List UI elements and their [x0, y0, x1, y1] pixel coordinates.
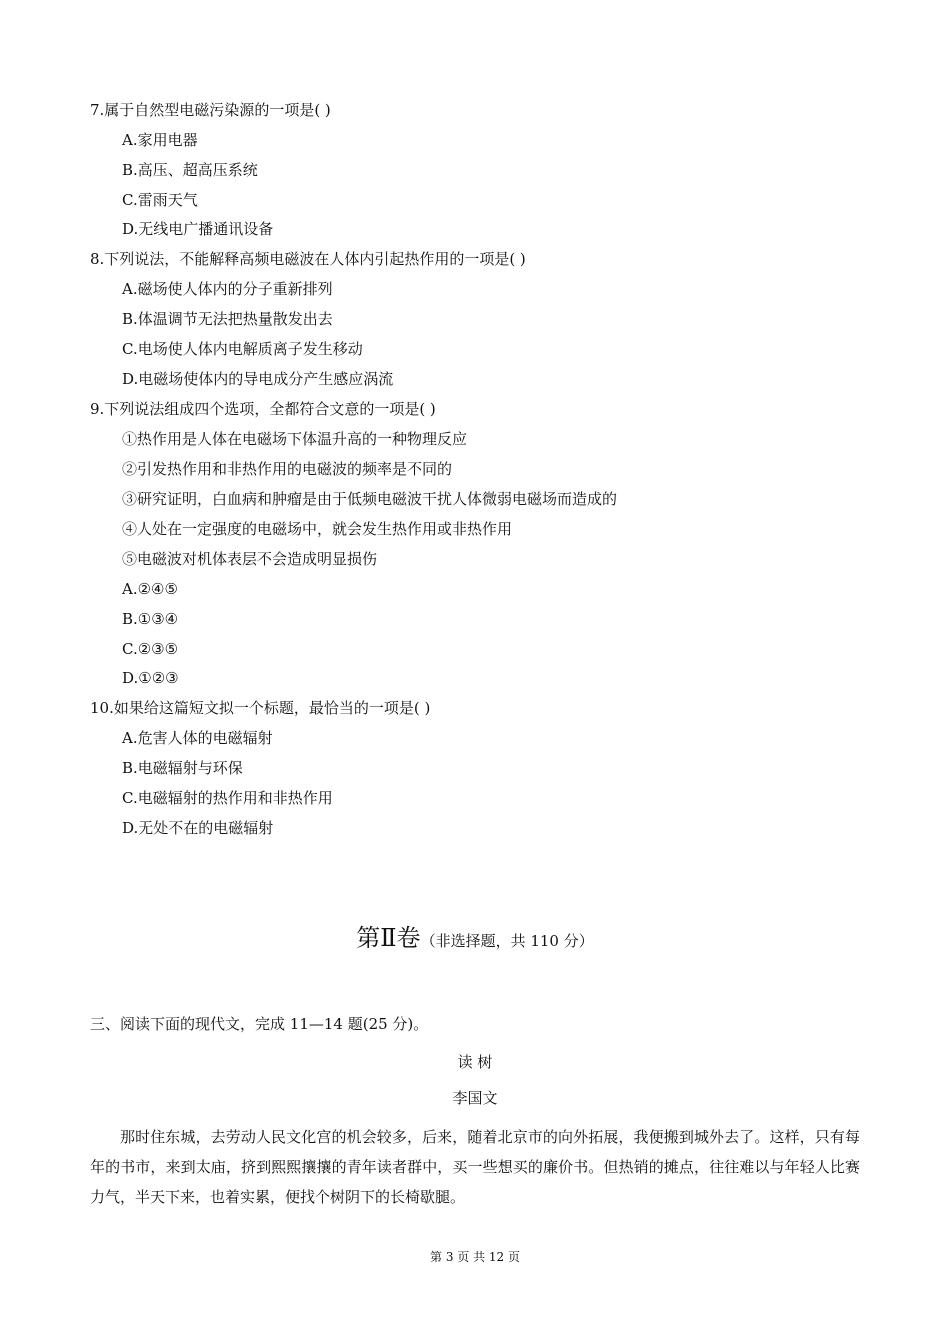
question-8-option-c: C.电场使人体内电解质离子发生移动: [122, 340, 363, 358]
question-8-option-a: A.磁场使人体内的分子重新排列: [122, 280, 333, 298]
question-9-option-c: C.②③⑤: [122, 640, 179, 658]
question-9-statement-3: ③研究证明，白血病和肿瘤是由于低频电磁波干扰人体微弱电磁场而造成的: [122, 490, 618, 508]
question-10-option-a: A.危害人体的电磁辐射: [122, 729, 273, 747]
article-paragraph: 那时住东城，去劳动人民文化宫的机会较多，后来，随着北京市的向外拓展，我便搬到城外去了。这样，只有每年的书市，来到太庙，挤到熙熙攘攘的青年读者群中，买一些想买的廉价书。但热销的摊点，往往难以与年轻人比赛力气，半天下来，也着实累，便找个树阴下的长椅歇腿。: [90, 1128, 860, 1206]
article-title: 读 树: [457, 1053, 493, 1071]
question-8-option-d: D.电磁场使体内的导电成分产生感应涡流: [122, 370, 394, 388]
article-author: 李国文: [452, 1089, 498, 1107]
question-10-option-d: D.无处不在的电磁辐射: [122, 819, 274, 837]
section-2-heading: [0, 918, 950, 953]
question-9-option-d: D.①②③: [122, 669, 179, 687]
question-7-option-b: B.高压、超高压系统: [122, 161, 258, 179]
question-7-option-d: D.无线电广播通讯设备: [122, 220, 274, 238]
question-7-option-a: A.家用电器: [122, 131, 198, 149]
question-7-option-c: C.雷雨天气: [122, 191, 198, 209]
question-9-statement-5: ⑤电磁波对机体表层不会造成明显损伤: [122, 550, 378, 568]
question-10-stem: 10.如果给这篇短文拟一个标题，最恰当的一项是( ): [90, 699, 431, 717]
question-7-stem: 7.属于自然型电磁污染源的一项是( ): [90, 101, 331, 119]
question-8-stem: 8.下列说法，不能解释高频电磁波在人体内引起热作用的一项是( ): [90, 250, 526, 268]
section-2-title: 第Ⅱ卷: [356, 924, 421, 952]
question-8-option-b: B.体温调节无法把热量散发出去: [122, 310, 333, 328]
question-9-statement-1: ①热作用是人体在电磁场下体温升高的一种物理反应: [122, 430, 468, 448]
question-9-stem: 9.下列说法组成四个选项，全都符合文意的一项是( ): [90, 400, 436, 418]
question-9-statement-4: ④人处在一定强度的电磁场中，就会发生热作用或非热作用: [122, 520, 513, 538]
part-3-heading: 三、阅读下面的现代文，完成 11—14 题(25 分)。: [90, 1015, 429, 1033]
question-10-option-c: C.电磁辐射的热作用和非热作用: [122, 789, 333, 807]
question-9-statement-2: ②引发热作用和非热作用的电磁波的频率是不同的: [122, 460, 453, 478]
page-footer: 第 3 页 共 12 页: [430, 1250, 520, 1264]
question-9-option-a: A.②④⑤: [122, 580, 178, 598]
question-9-option-b: B.①③④: [122, 610, 179, 628]
section-2-note: （非选择题，共 110 分）: [420, 932, 594, 950]
question-10-option-b: B.电磁辐射与环保: [122, 759, 243, 777]
